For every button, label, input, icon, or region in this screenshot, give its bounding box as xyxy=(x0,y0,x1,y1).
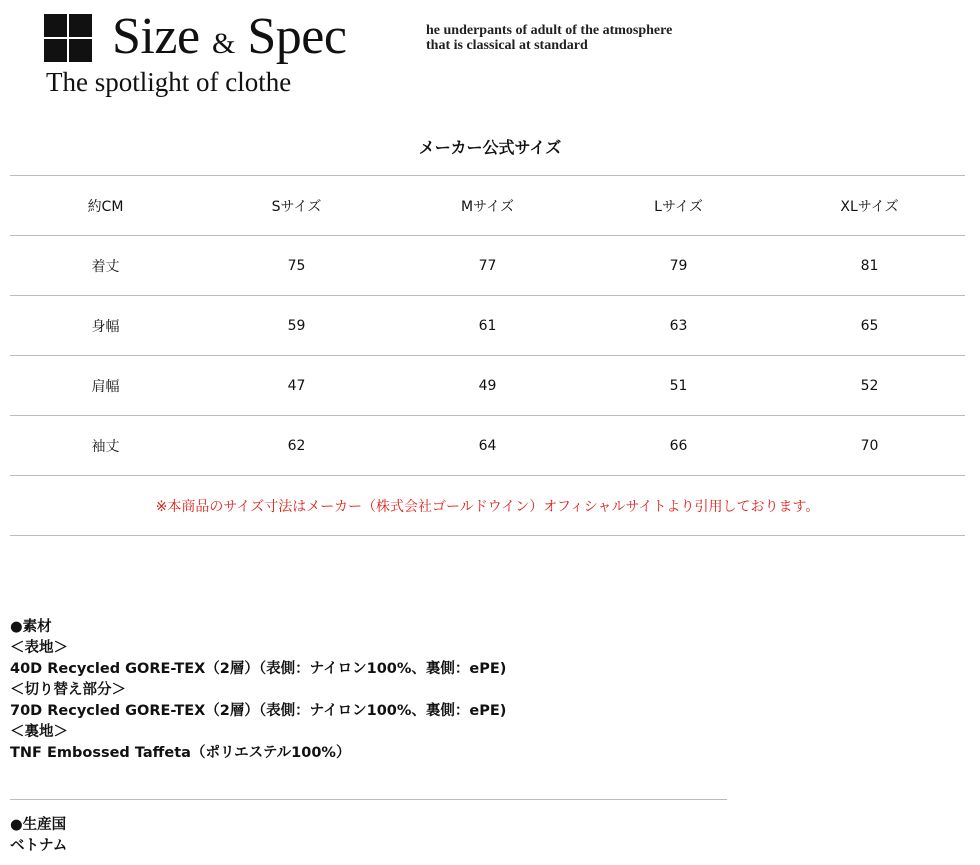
material-line: 70D Recycled GORE-TEX（2層）（表側：ナイロン100%、裏側：ePE) xyxy=(10,703,507,719)
material-line: ＜切り替え部分＞ xyxy=(10,682,126,698)
size-table-row xyxy=(10,356,965,416)
origin-heading: ●生産国 xyxy=(10,817,67,833)
size-table-cell: 49 xyxy=(478,377,497,394)
size-source-note: ※本商品のサイズ寸法はメーカー（株式会社ゴールドウイン）オフィシャルサイトより引用しております。 xyxy=(155,498,820,515)
size-table-cell: 81 xyxy=(860,257,879,274)
size-table-row-label: 袖丈 xyxy=(91,438,120,455)
size-table-cell: 64 xyxy=(478,437,497,454)
brand-description xyxy=(426,23,672,53)
brand-title-ampersand: & xyxy=(212,27,235,60)
material-section xyxy=(10,617,770,764)
material-line: ＜裏地＞ xyxy=(10,724,68,740)
size-table-header-cell: Mサイズ xyxy=(461,198,514,215)
size-table-header-cell: XLサイズ xyxy=(840,198,899,215)
size-table-note-row xyxy=(10,476,965,536)
size-table-cell: 63 xyxy=(669,317,688,334)
size-table-cell: 47 xyxy=(287,377,306,394)
grid-logo-icon xyxy=(44,14,92,62)
size-table-row xyxy=(10,416,965,476)
size-table-cell: 79 xyxy=(669,257,688,274)
size-table-row-label: 肩幅 xyxy=(91,378,120,395)
size-table-header-cell: Sサイズ xyxy=(271,198,322,215)
brand-tagline: The spotlight of clothe xyxy=(46,67,292,97)
size-table-row xyxy=(10,296,965,356)
size-table-cell: 66 xyxy=(669,437,688,454)
brand-description-line: that is classical at standard xyxy=(426,38,588,53)
size-table-header-cell: 約CM xyxy=(87,198,124,215)
brand-description-line: he underpants of adult of the atmosphere xyxy=(426,23,673,38)
material-heading: ●素材 xyxy=(10,619,52,635)
section-divider xyxy=(10,799,727,800)
material-line: ＜表地＞ xyxy=(10,640,68,656)
brand-title-size: Size xyxy=(112,8,200,65)
size-table-cell: 75 xyxy=(287,257,306,274)
size-table-cell: 77 xyxy=(478,257,497,274)
size-table-header-row xyxy=(10,176,965,236)
size-table-cell: 62 xyxy=(287,437,306,454)
size-table-row-label: 着丈 xyxy=(91,258,120,275)
origin-value: ベトナム xyxy=(10,838,68,854)
size-table-row xyxy=(10,236,965,296)
origin-section xyxy=(10,815,770,857)
material-line: 40D Recycled GORE-TEX（2層）（表側：ナイロン100%、裏側：ePE) xyxy=(10,661,507,677)
size-table xyxy=(10,175,965,536)
size-table-cell: 51 xyxy=(669,377,688,394)
material-line: TNF Embossed Taffeta（ポリエステル100%） xyxy=(10,745,351,761)
size-table-row-label: 身幅 xyxy=(91,318,120,335)
size-table-cell: 65 xyxy=(860,317,879,334)
size-table-cell: 70 xyxy=(860,437,879,454)
size-table-cell: 52 xyxy=(860,377,879,394)
brand-header xyxy=(0,0,980,110)
size-table-cell: 61 xyxy=(478,317,497,334)
size-table-title: メーカー公式サイズ xyxy=(418,138,562,157)
brand-title-spec: Spec xyxy=(247,8,347,65)
size-table-cell: 59 xyxy=(287,317,306,334)
size-table-header-cell: Lサイズ xyxy=(654,198,703,215)
